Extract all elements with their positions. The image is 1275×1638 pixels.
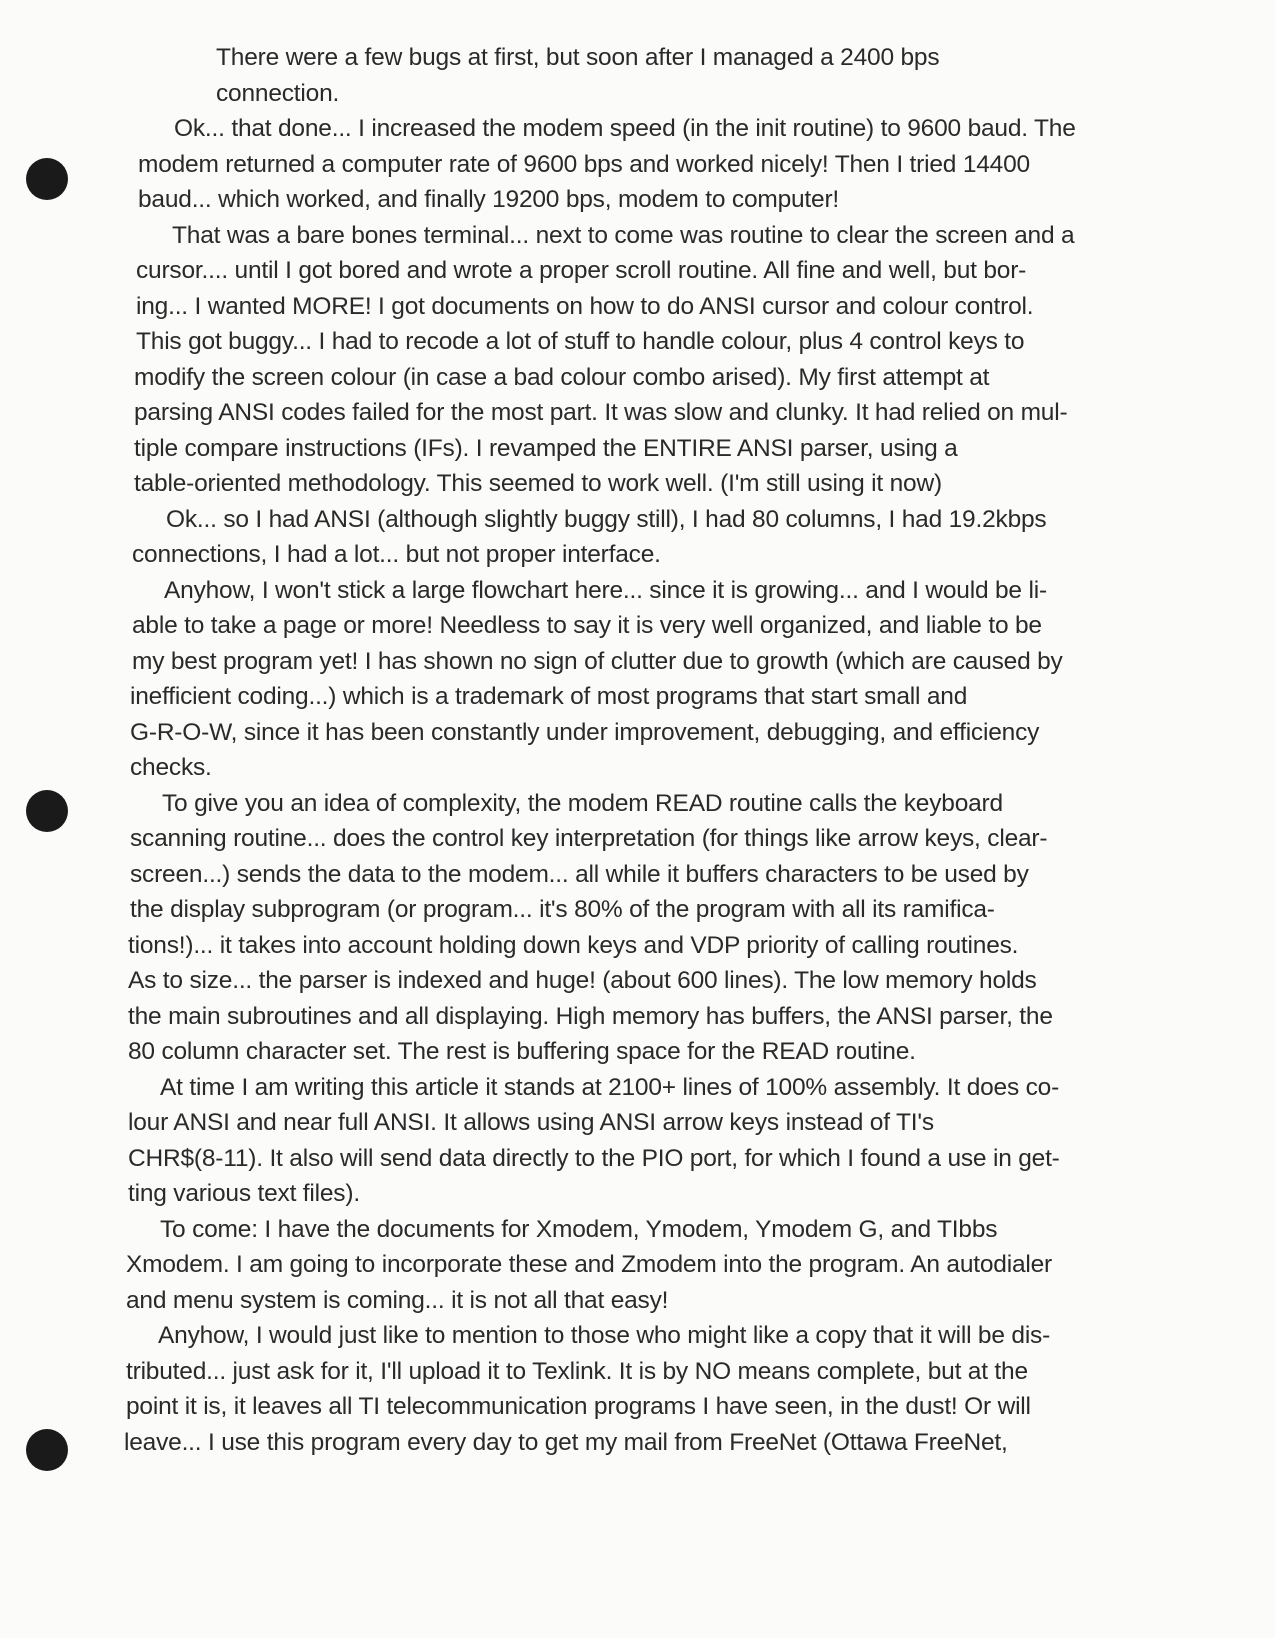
text-line: tributed... just ask for it, I'll upload it to Texlink. It is by NO means complete, but at the (126, 1357, 1028, 1385)
text-line: At time I am writing this article it stands at 2100+ lines of 100% assembly. It does co- (160, 1073, 1060, 1101)
text-line: Ok... so I had ANSI (although slightly buggy still), I had 80 columns, I had 19.2kbps (166, 505, 1047, 533)
text-line: Xmodem. I am going to incorporate these and Zmodem into the program. An autodialer (126, 1251, 1053, 1278)
text-line: baud... which worked, and finally 19200 bps, modem to computer! (138, 186, 840, 213)
punch-hole-top (26, 158, 68, 200)
text-line: Anyhow, I would just like to mention to those who might like a copy that it will be dis- (158, 1322, 1051, 1349)
text-line: my best program yet! I has shown no sign of clutter due to growth (which are caused by (132, 647, 1063, 675)
text-line: connections, I had a lot... but not proper interface. (132, 541, 661, 568)
text-line: That was a bare bones terminal... next to come was routine to clear the screen and a (172, 221, 1075, 249)
text-line: checks. (130, 754, 212, 781)
text-line: CHR$(8-11). It also will send data directly to the PIO port, for which I found a use in get- (128, 1144, 1060, 1172)
text-line: As to size... the parser is indexed and huge! (about 600 lines). The low memory holds (128, 967, 1037, 994)
text-line: inefficient coding...) which is a trademark of most programs that start small and (130, 683, 968, 710)
text-line: the display subprogram (or program... it's 80% of the program with all its ramifica- (130, 896, 995, 923)
text-line: To come: I have the documents for Xmodem, Ymodem, Ymodem G, and TIbbs (160, 1215, 998, 1243)
text-line: scanning routine... does the control key interpretation (for things like arrow keys, clear- (130, 825, 1048, 852)
text-line: There were a few bugs at first, but soon after I managed a 2400 bps (216, 44, 940, 71)
text-line: G-R-O-W, since it has been constantly under improvement, debugging, and efficiency (130, 718, 1040, 746)
text-line: the main subroutines and all displaying. High memory has buffers, the ANSI parser, the (128, 1002, 1053, 1030)
punch-hole-bottom (26, 1429, 68, 1471)
text-line: screen...) sends the data to the modem... all while it buffers characters to be used by (130, 860, 1029, 888)
punch-hole-middle (26, 790, 68, 832)
text-line: Ok... that done... I increased the modem speed (in the init routine) to 9600 baud. The (174, 115, 1076, 142)
text-line: To give you an idea of complexity, the modem READ routine calls the keyboard (162, 789, 1003, 817)
text-line: ting various text files). (128, 1180, 360, 1207)
text-line: point it is, it leaves all TI telecommunication programs I have seen, in the dust! Or will (126, 1393, 1031, 1420)
text-line: parsing ANSI codes failed for the most part. It was slow and clunky. It had relied on mul- (134, 399, 1068, 426)
text-line: leave... I use this program every day to get my mail from FreeNet (Ottawa FreeNet, (124, 1428, 1008, 1456)
text-line: connection. (216, 79, 340, 107)
text-line: 80 column character set. The rest is buffering space for the READ routine. (128, 1038, 916, 1065)
text-line: modem returned a computer rate of 9600 bps and worked nicely! Then I tried 14400 (138, 150, 1030, 178)
text-line: table-oriented methodology. This seemed to work well. (I'm still using it now) (134, 470, 942, 497)
text-line: cursor.... until I got bored and wrote a proper scroll routine. All fine and well, but bor- (136, 257, 1027, 284)
text-line: lour ANSI and near full ANSI. It allows using ANSI arrow keys instead of TI's (128, 1109, 934, 1136)
text-line: tiple compare instructions (IFs). I revamped the ENTIRE ANSI parser, using a (134, 434, 958, 462)
text-line: able to take a page or more! Needless to say it is very well organized, and liable to be (132, 612, 1042, 639)
article-body (124, 40, 1128, 1460)
text-line: modify the screen colour (in case a bad colour combo arised). My first attempt at (134, 363, 990, 391)
text-line: tions!)... it takes into account holding down keys and VDP priority of calling routines. (128, 931, 1019, 959)
text-line: Anyhow, I won't stick a large flowchart here... since it is growing... and I would be li- (164, 576, 1047, 604)
text-line: This got buggy... I had to recode a lot of stuff to handle colour, plus 4 control keys to (136, 328, 1025, 355)
text-line: and menu system is coming... it is not all that easy! (126, 1286, 669, 1314)
text-line: ing... I wanted MORE! I got documents on how to do ANSI cursor and colour control. (136, 292, 1034, 320)
